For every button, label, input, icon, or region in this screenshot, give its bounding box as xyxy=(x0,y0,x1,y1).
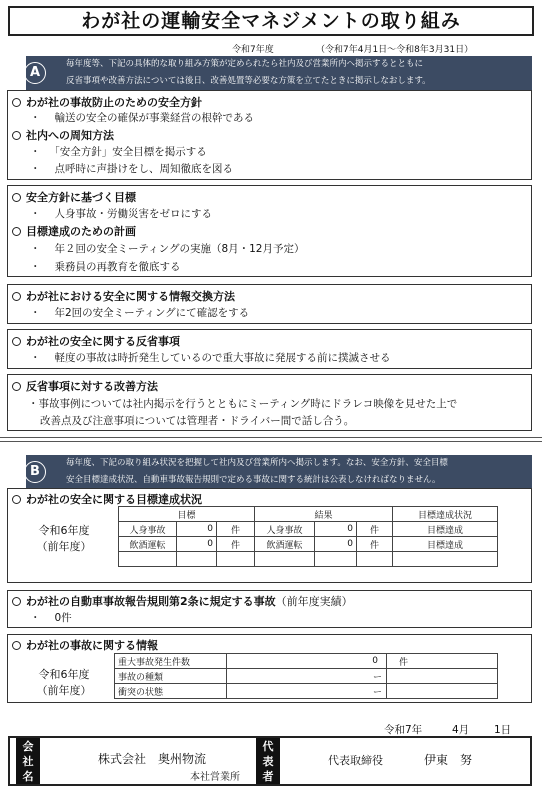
accident-report-box xyxy=(7,590,532,628)
list-item: ・ 人身事故・労働災害をゼロにする xyxy=(30,208,212,220)
circle-bullet-icon xyxy=(12,641,21,650)
list-item: ・ 年2回の安全ミーティングにて確認をする xyxy=(30,307,250,319)
header-goal: 目標 xyxy=(119,507,255,522)
heading-improvement: 反省事項に対する改善方法 xyxy=(12,378,158,394)
section-b-banner: 毎年度、下記の取り組み状況を把握して社内及び営業所内へ掲示します。なお、安全方針、安全目標 安全目標達成状況、自動車事故報告規則で定める事故に関する統計は公表しなければなりません。 xyxy=(26,455,532,489)
accident-info-table xyxy=(114,653,498,699)
representative-title: 代表取締役 xyxy=(328,754,383,767)
section-a-banner: 毎年度等、下記の具体的な取り組み方策が定められたら社内及び営業所内へ掲示するとともに 反省事項や改善方法については後日、改善処置等必要な方策を立てたときに掲示しなおします。 xyxy=(26,56,532,90)
heading-goal-achievement: わが社の安全に関する目標達成状況 xyxy=(12,491,202,507)
goal-achievement-box xyxy=(7,488,532,583)
circle-bullet-icon xyxy=(12,292,21,301)
circle-bullet-icon xyxy=(12,382,21,391)
signature-block xyxy=(8,736,532,786)
list-item: ・ 乗務員の再教育を徹底する xyxy=(30,261,181,273)
list-item: ・ 点呼時に声掛けをし、周知徹底を図る xyxy=(30,163,233,175)
heading-accident-info: わが社の事故に関する情報 xyxy=(12,637,158,653)
goal-table xyxy=(118,506,498,567)
accident-info-box xyxy=(7,634,532,703)
list-item: ・ 「安全方針」安全目標を掲示する xyxy=(30,146,207,158)
heading-goal-plan: 目標達成のための計画 xyxy=(12,223,136,239)
improvement-box xyxy=(7,374,532,431)
table-row: 重大事故発生件数 0 件 xyxy=(115,654,498,669)
improvement-line: ・事故事例については社内掲示を行うとともにミーティング時にドラレコ映像を見せた上で xyxy=(28,398,458,410)
circle-bullet-icon xyxy=(12,597,21,606)
list-item: ・ 0件 xyxy=(30,612,72,624)
heading-safety-policy: わが社の事故防止のための安全方針 xyxy=(12,94,202,110)
circle-bullet-icon xyxy=(12,193,21,202)
representative-label: 代 表 者 xyxy=(256,738,280,784)
page-title: わが社の運輸安全マネジメントの取り組み xyxy=(8,6,534,36)
section-b-badge: B xyxy=(24,461,46,483)
info-exchange-box xyxy=(7,284,532,324)
branch-name: 本社営業所 xyxy=(190,772,240,783)
heading-reflection: わが社の安全に関する反省事項 xyxy=(12,333,180,349)
heading-info-exchange: わが社における安全に関する情報交換方法 xyxy=(12,288,235,304)
section-a-badge: A xyxy=(24,62,46,84)
circle-bullet-icon xyxy=(12,98,21,107)
fiscal-year: 令和7年度 xyxy=(232,45,274,55)
heading-safety-goal: 安全方針に基づく目標 xyxy=(12,189,136,205)
circle-bullet-icon xyxy=(12,495,21,504)
representative-name: 伊東 努 xyxy=(424,753,473,767)
heading-accident-report: わが社の自動車事故報告規則第2条に規定する事故（前年度実績） xyxy=(12,593,353,609)
year-label: 令和6年度 （前年度） xyxy=(36,668,92,697)
footer-date-year: 令和7年 xyxy=(384,724,423,736)
table-row: 人身事故 0 件 人身事故 0 件 目標達成 xyxy=(119,522,498,537)
circle-bullet-icon xyxy=(12,337,21,346)
circle-bullet-icon xyxy=(12,131,21,140)
fiscal-range: （令和7年4月1日～令和8年3月31日） xyxy=(316,45,474,55)
section-divider xyxy=(0,441,542,442)
list-item: ・ 年２回の安全ミーティングの実施（8月・12月予定） xyxy=(30,243,305,255)
list-item: ・ 輸送の安全の確保が事業経営の根幹である xyxy=(30,112,254,124)
header-result: 結果 xyxy=(255,507,393,522)
improvement-line: 改善点及び注意事項については管理者・ドライバー間で話し合う。 xyxy=(40,415,355,427)
safety-policy-box xyxy=(7,90,532,180)
footer-date-day: 1日 xyxy=(494,724,512,736)
heading-internal-notice: 社内への周知方法 xyxy=(12,127,114,143)
company-name: 株式会社 奥州物流 xyxy=(98,752,207,766)
list-item: ・ 軽度の事故は時折発生しているので重大事故に発展する前に撲滅させる xyxy=(30,352,391,364)
header-status: 目標達成状況 xyxy=(393,507,498,522)
safety-goal-box xyxy=(7,185,532,277)
section-divider xyxy=(0,437,542,438)
table-row xyxy=(119,552,498,567)
table-row: 飲酒運転 0 件 飲酒運転 0 件 目標達成 xyxy=(119,537,498,552)
reflection-box xyxy=(7,329,532,369)
company-label: 会 社 名 xyxy=(16,738,40,784)
table-row: 衝突の状態 ー xyxy=(115,684,498,699)
year-label: 令和6年度 （前年度） xyxy=(36,524,92,553)
footer-date-month: 4月 xyxy=(452,724,470,736)
table-row: 事故の種類 ー xyxy=(115,669,498,684)
circle-bullet-icon xyxy=(12,227,21,236)
